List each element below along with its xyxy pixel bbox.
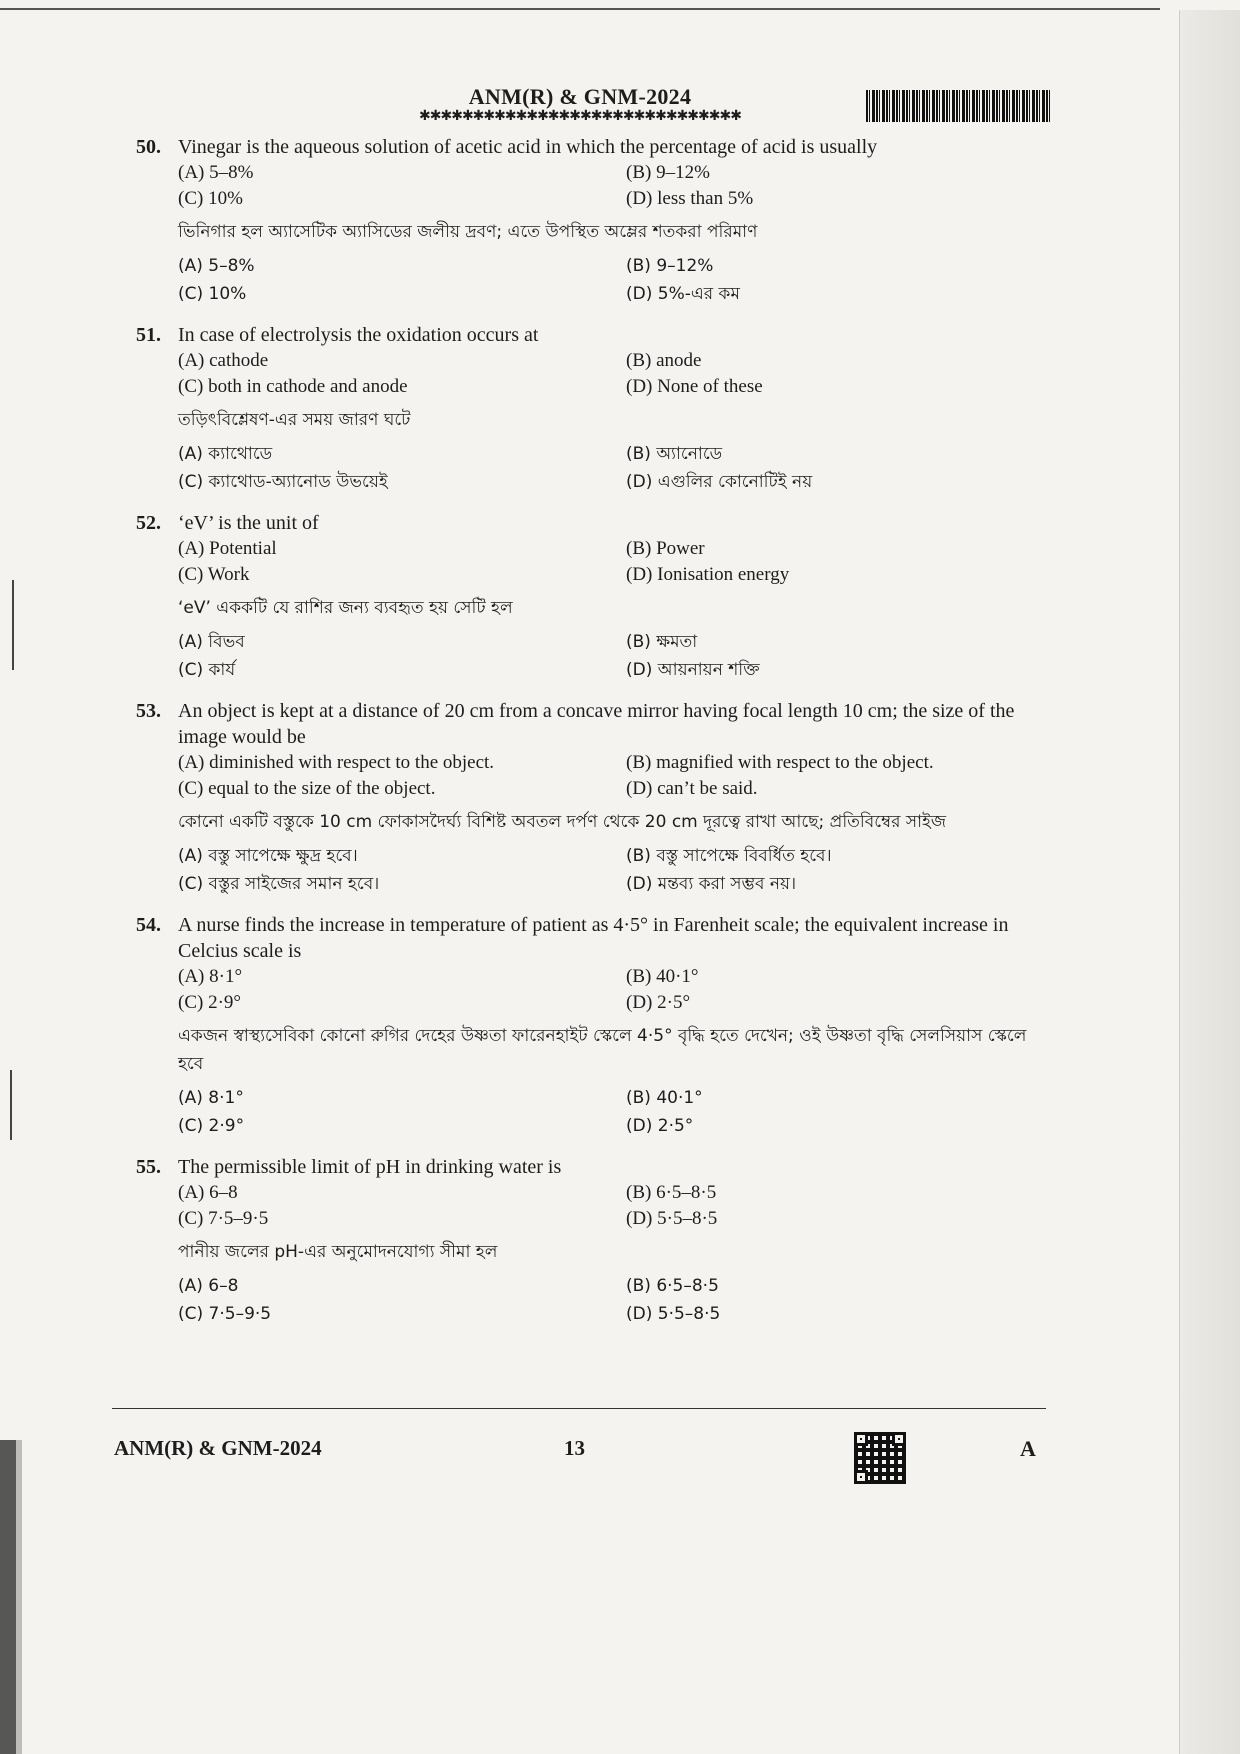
page-number: 13 [564,1436,585,1460]
option-c-bengali: (C) 2·9° [178,1116,245,1136]
question-text-bengali: পানীয় জলের pH-এর অনুমোদনযোগ্য সীমা হল [178,1242,498,1262]
option-a-bengali: (A) বস্তু সাপেক্ষে ক্ষুদ্র হবে। [178,846,358,866]
question-number: 52. [136,512,161,534]
question-number: 50. [136,136,161,158]
questions-area [136,134,1046,1342]
question-51 [136,322,1046,496]
option-a-bengali: (A) 8·1° [178,1088,244,1108]
question-number: 53. [136,700,161,722]
option-c: (C) Work [178,564,250,585]
qr-finder-icon [892,1432,906,1446]
scan-edge-mark [16,1440,22,1754]
option-b: (B) magnified with respect to the object. [626,752,934,773]
option-b: (B) anode [626,350,702,371]
question-text-bengali: কোনো একটি বস্তুকে 10 cm ফোকাসদৈর্ঘ্য বিশিষ্ট অবতল দর্পণ থেকে 20 cm দূরত্বে রাখা আছে; প্রতিবিম্বের সাইজ [178,812,947,832]
qr-code-icon [854,1432,906,1484]
options-bengali [178,252,1046,308]
options-bengali [178,628,1046,684]
option-d: (D) can’t be said. [626,778,758,799]
options-bengali [178,842,1046,898]
question-text: An object is kept at a distance of 20 cm from a concave mirror having focal length 10 cm; the size of the image would be [178,700,1015,748]
option-c: (C) 7·5–9·5 [178,1208,269,1229]
options-english [178,964,1046,1016]
option-a-bengali: (A) 6–8 [178,1276,239,1296]
options-bengali [178,1272,1046,1328]
question-text-bengali: তড়িৎবিশ্লেষণ-এর সময় জারণ ঘটে [178,410,411,430]
qr-finder-icon [854,1432,868,1446]
option-d-bengali: (D) 5%-এর কম [626,284,740,304]
options-english [178,160,1046,212]
option-c: (C) 10% [178,188,243,209]
option-c: (C) equal to the size of the object. [178,778,436,799]
option-a: (A) diminished with respect to the object. [178,752,495,773]
question-52 [136,510,1046,684]
option-b: (B) 9–12% [626,162,710,183]
option-c-bengali: (C) বস্তুর সাইজের সমান হবে। [178,874,380,894]
question-53 [136,698,1046,898]
option-d-bengali: (D) আয়নায়ন শক্তি [626,660,760,680]
scan-tick-mark [10,1070,12,1140]
option-b: (B) Power [626,538,705,559]
option-b-bengali: (B) বস্তু সাপেক্ষে বিবর্ধিত হবে। [626,846,832,866]
option-b-bengali: (B) অ্যানোডে [626,444,723,464]
question-text-bengali: ভিনিগার হল অ্যাসেটিক অ্যাসিডের জলীয় দ্রবণ; এতে উপস্থিত অম্লের শতকরা পরিমাণ [178,222,758,242]
options-bengali [178,1084,1046,1140]
barcode-icon [866,90,1052,122]
question-text: ‘eV’ is the unit of [178,512,319,534]
option-b-bengali: (B) 9–12% [626,256,714,276]
option-c-bengali: (C) 7·5–9·5 [178,1304,272,1324]
option-d: (D) 5·5–8·5 [626,1208,718,1229]
option-d-bengali: (D) 2·5° [626,1116,694,1136]
question-text-bengali: ‘eV’ এককটি যে রাশির জন্য ব্যবহৃত হয় সেটি হল [178,598,513,618]
question-text: In case of electrolysis the oxidation occurs at [178,324,539,346]
option-a-bengali: (A) 5–8% [178,256,255,276]
option-c: (C) both in cathode and anode [178,376,408,397]
option-d: (D) 2·5° [626,992,691,1013]
scan-tick-mark [12,580,14,670]
option-b-bengali: (B) 6·5–8·5 [626,1276,719,1296]
question-text-bengali: একজন স্বাস্থ্যসেবিকা কোনো রুগির দেহের উষ্ণতা ফারেনহাইট স্কেলে 4·5° বৃদ্ধি হতে দেখেন; ওই উষ্ণতা বৃদ্ধি সেলসিয়াস স্কেলে হবে [178,1026,1027,1074]
options-english [178,348,1046,400]
question-number: 54. [136,914,161,936]
option-c-bengali: (C) কার্য [178,660,236,680]
option-a-bengali: (A) বিভব [178,632,245,652]
question-text: A nurse finds the increase in temperature of patient as 4·5° in Farenheit scale; the equivalent increase in Celcius scale is [178,914,1009,962]
option-a: (A) Potential [178,538,277,559]
options-english [178,1180,1046,1232]
option-c-bengali: (C) 10% [178,284,247,304]
question-50 [136,134,1046,308]
option-a-bengali: (A) ক্যাথোডে [178,444,273,464]
exam-title: ANM(R) & GNM-2024 [468,84,692,109]
option-d: (D) None of these [626,376,763,397]
option-b-bengali: (B) ক্ষমতা [626,632,698,652]
option-d: (D) less than 5% [626,188,754,209]
options-bengali [178,440,1046,496]
question-54 [136,912,1046,1140]
option-b: (B) 40·1° [626,966,699,987]
option-a: (A) 8·1° [178,966,243,987]
option-a: (A) 6–8 [178,1182,238,1203]
option-a: (A) 5–8% [178,162,254,183]
page-edge [0,8,1160,10]
footer-exam-title: ANM(R) & GNM-2024 [114,1436,322,1460]
option-a: (A) cathode [178,350,269,371]
question-55 [136,1154,1046,1328]
option-c-bengali: (C) ক্যাথোড-অ্যানোড উভয়েই [178,472,388,492]
scan-edge-mark [0,1440,16,1754]
footer-divider [112,1408,1046,1409]
option-d-bengali: (D) 5·5–8·5 [626,1304,721,1324]
option-d-bengali: (D) এগুলির কোনোটিই নয় [626,472,813,492]
option-d: (D) Ionisation energy [626,564,790,585]
question-text: Vinegar is the aqueous solution of acetic acid in which the percentage of acid is usually [178,136,878,158]
header-stars-divider: ✱✱✱✱✱✱✱✱✱✱✱✱✱✱✱✱✱✱✱✱✱✱✱✱✱✱✱✱✱✱ [419,109,741,124]
option-b-bengali: (B) 40·1° [626,1088,703,1108]
question-text: The permissible limit of pH in drinking water is [178,1156,562,1178]
options-english [178,750,1046,802]
option-b: (B) 6·5–8·5 [626,1182,717,1203]
options-english [178,536,1046,588]
adjacent-page-shadow [1179,10,1240,1754]
option-d-bengali: (D) মন্তব্য করা সম্ভব নয়। [626,874,797,894]
qr-finder-icon [854,1470,868,1484]
option-c: (C) 2·9° [178,992,242,1013]
question-number: 55. [136,1156,161,1178]
question-number: 51. [136,324,161,346]
question-set-code: A [1020,1436,1036,1461]
